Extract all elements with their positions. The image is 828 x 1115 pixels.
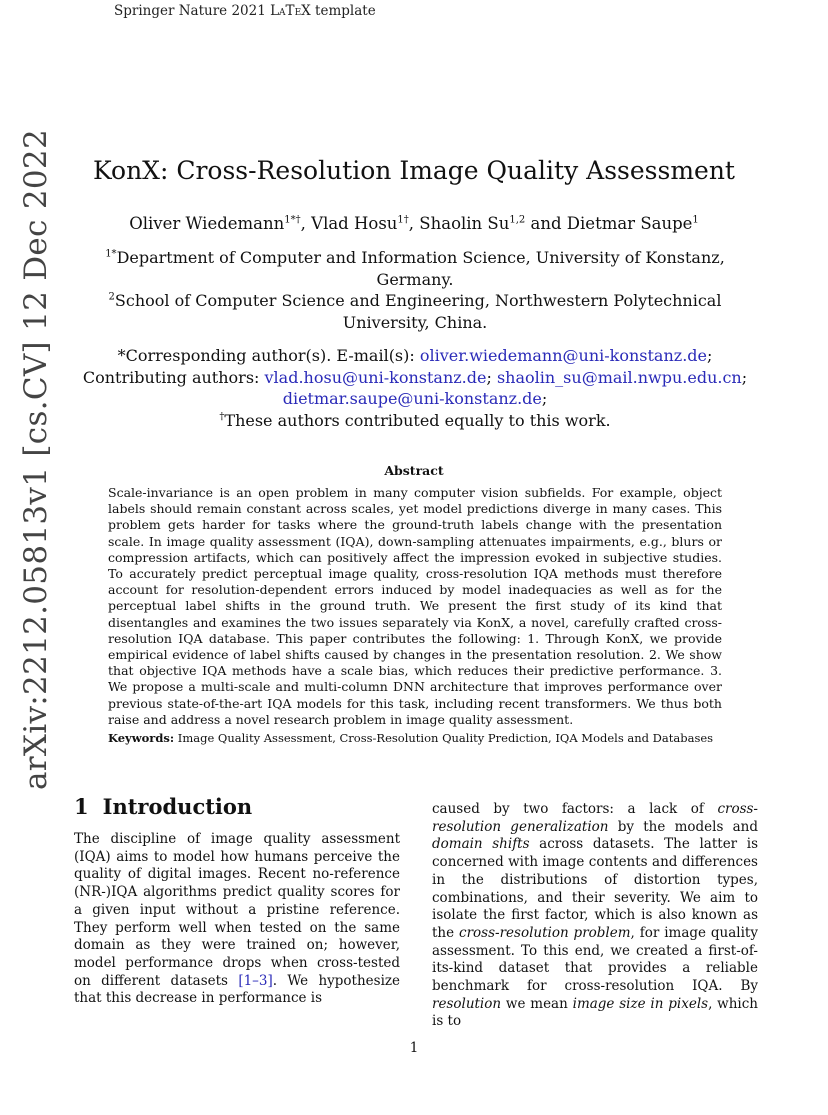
affiliation-1 — [80, 247, 750, 290]
corresponding-label: *Corresponding author(s). E-mail(s): — [117, 346, 420, 365]
contact-info: *Corresponding author(s). E-mail(s): oliver.wiedemann@uni-konstanz.de; Contributing authors: vlad.hosu@uni-konstanz.de; shaolin_su@mail.nwpu.edu.cn; dietmar.saupe@uni-konstanz.de; †These authors contributed equally to this work. — [82, 346, 748, 430]
paragraph-text: , which is to — [432, 995, 758, 1030]
paragraph-text: caused by two factors: a lack of — [432, 801, 718, 817]
contributing-label: Contributing authors: — [82, 367, 265, 387]
affiliation-text: Department of Computer and Information Science, University of Konstanz, Germany. — [116, 248, 725, 289]
intro-right-column — [432, 801, 758, 1031]
keywords-text: Image Quality Assessment, Cross-Resolution Quality Prediction, IQA Models and Databases — [174, 731, 714, 745]
paragraph-text: . We hypothesize that this decrease in performance is — [74, 972, 401, 1007]
abstract-heading: Abstract — [384, 463, 444, 478]
emphasis-text: resolution — [432, 995, 502, 1012]
author-name: Vlad Hosu — [311, 214, 398, 233]
author-marks: 1† — [397, 214, 409, 226]
emphasis-text: domain shifts — [432, 836, 530, 853]
paragraph-text: , for image quality assessment. To this end, we created a first-of-its-kind dataset that provides a reliable benchmark for cross-resolution IQA. By — [432, 924, 758, 995]
section-number: 1 — [74, 794, 89, 819]
paper-title: KonX: Cross-Resolution Image Quality Assessment — [93, 156, 735, 185]
section-title: Introduction — [102, 794, 253, 819]
paragraph-text: The discipline of image quality assessment (IQA) aims to model how humans perceive the quality of digital images. Recent no-reference (NR-)IQA algorithms predict quality scores for a given input without a pristine reference. They perform well when tested on the same domain as they were trained on; however, model performance drops when cross-tested on different datasets — [74, 831, 400, 989]
author-marks: 1,2 — [509, 214, 526, 226]
author-marks: 1*† — [284, 214, 301, 226]
affiliation-mark: 1* — [105, 248, 117, 260]
keywords — [108, 731, 722, 745]
email-link[interactable]: vlad.hosu@uni-konstanz.de — [264, 367, 487, 387]
paragraph-text: across datasets. The latter is concerned with image contents and differences in the distributions of distortion types, combinations, and their severity. We aim to isolate the first factor, which is also known as the — [432, 836, 758, 941]
dagger-mark: † — [219, 411, 225, 423]
emphasis-text: cross-resolution generalization — [432, 801, 758, 835]
paragraph-text: by the models and — [608, 818, 759, 835]
email-link[interactable]: dietmar.saupe@uni-konstanz.de — [282, 389, 542, 408]
emphasis-text: image size in pixels — [572, 995, 709, 1012]
paragraph-text: we mean — [501, 995, 573, 1012]
citation-link[interactable]: [1–3] — [238, 972, 273, 989]
equal-contribution-note: These authors contributed equally to this work. — [224, 410, 611, 430]
email-link[interactable]: shaolin_su@mail.nwpu.edu.cn — [496, 367, 742, 387]
section-heading — [74, 794, 252, 819]
affiliation-mark: 2 — [108, 291, 115, 303]
intro-left-column — [74, 831, 400, 1008]
running-head-suffix: template — [310, 3, 376, 19]
affiliation-text: School of Computer Science and Engineering, Northwestern Polytechnical University, China. — [114, 291, 722, 332]
email-link[interactable]: oliver.wiedemann@uni-konstanz.de — [419, 346, 707, 365]
latex-logo: LaTeX — [270, 3, 311, 19]
author-name: Shaolin Su — [419, 214, 510, 233]
author-name: Oliver Wiedemann — [129, 214, 285, 233]
arxiv-stamp[interactable]: arXiv:2212.05813v1 [cs.CV] 12 Dec 2022 — [18, 129, 54, 790]
author-marks: 1 — [692, 214, 699, 226]
author-list — [0, 214, 828, 233]
keywords-label: Keywords: — [108, 731, 175, 745]
affiliations — [80, 247, 750, 333]
author-separator: , — [408, 214, 420, 233]
running-head — [114, 3, 376, 19]
emphasis-text: cross-resolution problem — [459, 924, 631, 941]
running-head-text: Springer Nature 2021 — [114, 3, 271, 19]
page-number: 1 — [409, 1040, 419, 1056]
author-name: Dietmar Saupe — [566, 214, 693, 233]
abstract-text: Scale-invariance is an open problem in many computer vision subfields. For example, object labels should remain constant across scales, yet model predictions diverge in many cases. This problem gets harder for tasks where the ground-truth labels change with the presentation scale. In image quality assessment (IQA), down-sampling attenuates impairments, e.g., blurs or compression artifacts, which can positively affect the impression evoked in subjective studies. To accurately predict perceptual image quality, cross-resolution IQA methods must therefore account for resolution-dependent errors induced by model inadequacies as well as for the perceptual label shifts in the ground truth. We present the first study of its kind that disentangles and examines the two issues separately via KonX, a novel, carefully crafted cross-resolution IQA database. This paper contributes the following: 1. Through KonX, we provide empirical evidence of label shifts caused by changes in the presentation resolution. 2. We show that objective IQA methods have a scale bias, which reduces their predictive performance. 3. We propose a multi-scale and multi-column DNN architecture that improves performance over previous state-of-the-art IQA models for this task, including recent transformers. We thus both raise and address a novel research problem in image quality assessment. — [108, 485, 722, 727]
author-separator: and — [525, 214, 567, 233]
author-separator: , — [300, 214, 312, 233]
affiliation-2 — [80, 290, 750, 333]
